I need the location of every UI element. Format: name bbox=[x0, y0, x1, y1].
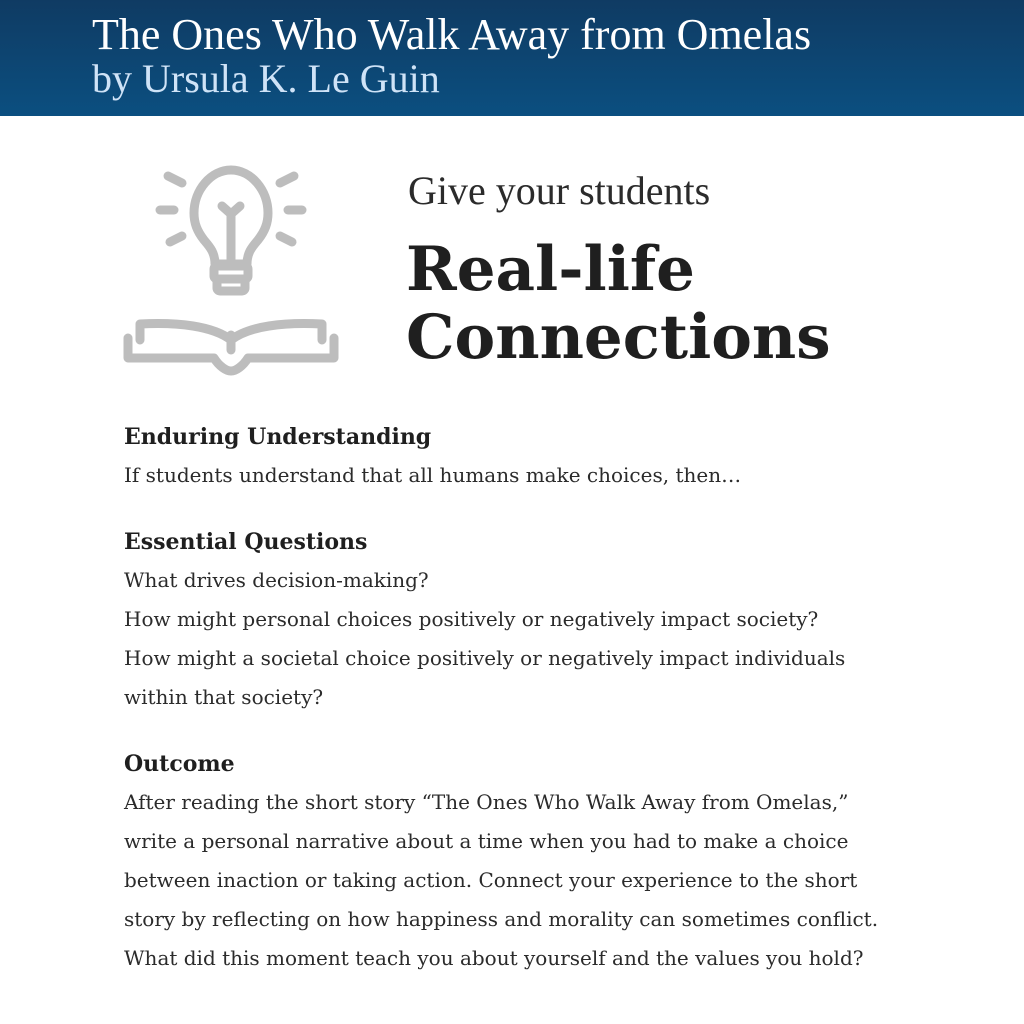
hero-headline bbox=[406, 236, 831, 372]
outcome-line: What did this moment teach you about yourself and the values you hold? bbox=[124, 946, 864, 970]
outcome-section bbox=[124, 745, 1004, 978]
outcome-line: story by reflecting on how happiness and morality can sometimes conflict. bbox=[124, 907, 879, 931]
author-byline: by Ursula K. Le Guin bbox=[92, 56, 440, 101]
section-heading: Enduring Understanding bbox=[124, 424, 432, 450]
header-banner bbox=[0, 0, 1024, 116]
enduring-line: If students understand that all humans make choices, then… bbox=[124, 463, 742, 487]
enduring-understanding-section bbox=[124, 418, 1004, 495]
section-heading: Essential Questions bbox=[124, 529, 368, 555]
outcome-line: After reading the short story “The Ones Who Walk Away from Omelas,” bbox=[124, 790, 849, 814]
section-heading: Outcome bbox=[124, 751, 235, 777]
question-line: within that society? bbox=[124, 685, 324, 709]
question-line: How might personal choices positively or negatively impact society? bbox=[124, 607, 819, 631]
outcome-line: write a personal narrative about a time when you had to make a choice bbox=[124, 829, 849, 853]
headline-line-1: Real-life bbox=[406, 234, 695, 305]
essential-questions-section bbox=[124, 523, 1004, 717]
content-body bbox=[124, 418, 1004, 1006]
lightbulb-book-icon bbox=[118, 160, 344, 382]
headline-line-2: Connections bbox=[406, 302, 831, 373]
question-line: How might a societal choice positively or negatively impact individuals bbox=[124, 646, 846, 670]
outcome-line: between inaction or taking action. Connect your experience to the short bbox=[124, 868, 858, 892]
story-title: The Ones Who Walk Away from Omelas bbox=[92, 10, 812, 59]
hero-lede: Give your students bbox=[408, 168, 711, 213]
question-line: What drives decision-making? bbox=[124, 568, 429, 592]
